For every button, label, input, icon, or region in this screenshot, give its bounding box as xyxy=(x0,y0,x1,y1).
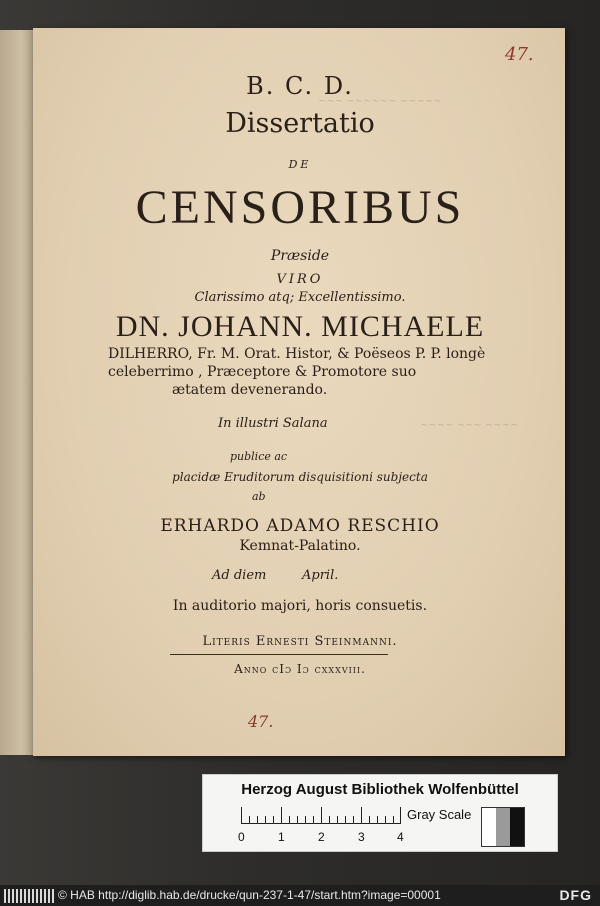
main-title: CENSORIBUS xyxy=(135,181,465,234)
gray-scale-swatch xyxy=(481,807,525,847)
imprint-year: Anno cIɔ Iɔ cxxxviii. xyxy=(234,662,366,676)
footer-bar xyxy=(0,885,600,906)
praeses-titles: DILHERRO, Fr. M. Orat. Histor, & Poëseos P. P. longè xyxy=(108,346,486,362)
dfg-logo: DFG xyxy=(559,887,592,903)
ruler-number: 1 xyxy=(278,830,285,844)
bcd-heading: B. C. D. xyxy=(246,72,354,100)
library-label-card xyxy=(202,774,558,852)
ruler-number: 2 xyxy=(318,830,325,844)
footer-copyright: © HAB http://diglib.hab.de/drucke/qun-237-1-47/start.htm?image=00001 xyxy=(58,888,441,902)
manuscript-number-bottom: 47. xyxy=(248,712,274,731)
praeses-name: DN. JOHANN. MICHAELE xyxy=(115,310,485,343)
manuscript-number-top: 47. xyxy=(505,44,534,65)
show-through-text: ~~~~ ~~~ ~~~~ xyxy=(420,420,519,431)
ruler-number: 0 xyxy=(238,830,245,844)
ruler-number: 3 xyxy=(358,830,365,844)
show-through-text: ~~~ ~~~~~~ ~~~~~ xyxy=(318,96,442,107)
praeside-text: Præside xyxy=(270,248,330,264)
de-text: DE xyxy=(288,158,312,171)
printer-line: Literis Ernesti Steinmanni. xyxy=(202,634,398,649)
author-name: ERHARDO ADAMO RESCHIO xyxy=(160,516,440,536)
ab-text: ab xyxy=(252,490,266,503)
barcode-icon xyxy=(4,889,54,903)
venue-text: In auditorio majori, horis consuetis. xyxy=(172,598,428,614)
gray-scale-label: Gray Scale xyxy=(407,807,472,822)
location-text: In illustri Salana xyxy=(218,416,328,431)
printer-rule xyxy=(170,654,388,655)
facing-page-edge xyxy=(0,30,36,755)
library-name: Herzog August Bibliothek Wolfenbüttel xyxy=(241,781,519,798)
viro-text: VIRO xyxy=(276,272,324,287)
date-month: April. xyxy=(302,568,339,583)
clarissimo-text: Clarissimo atq; Excellentissimo. xyxy=(194,290,406,305)
praeses-epithet: celeberrimo , Præceptore & Promotore suo xyxy=(108,364,417,380)
publice-text: publice ac xyxy=(230,450,288,463)
dissertatio-heading: Dissertatio xyxy=(225,108,375,139)
measurement-ruler xyxy=(241,807,401,824)
author-origin: Kemnat-Palatino. xyxy=(239,538,361,554)
praeses-epithet-end: ætatem devenerando. xyxy=(172,382,328,398)
date-prefix: Ad diem xyxy=(212,568,267,583)
ruler-number: 4 xyxy=(397,830,404,844)
placide-text: placidæ Eruditorum disquisitioni subjecta xyxy=(172,470,428,484)
